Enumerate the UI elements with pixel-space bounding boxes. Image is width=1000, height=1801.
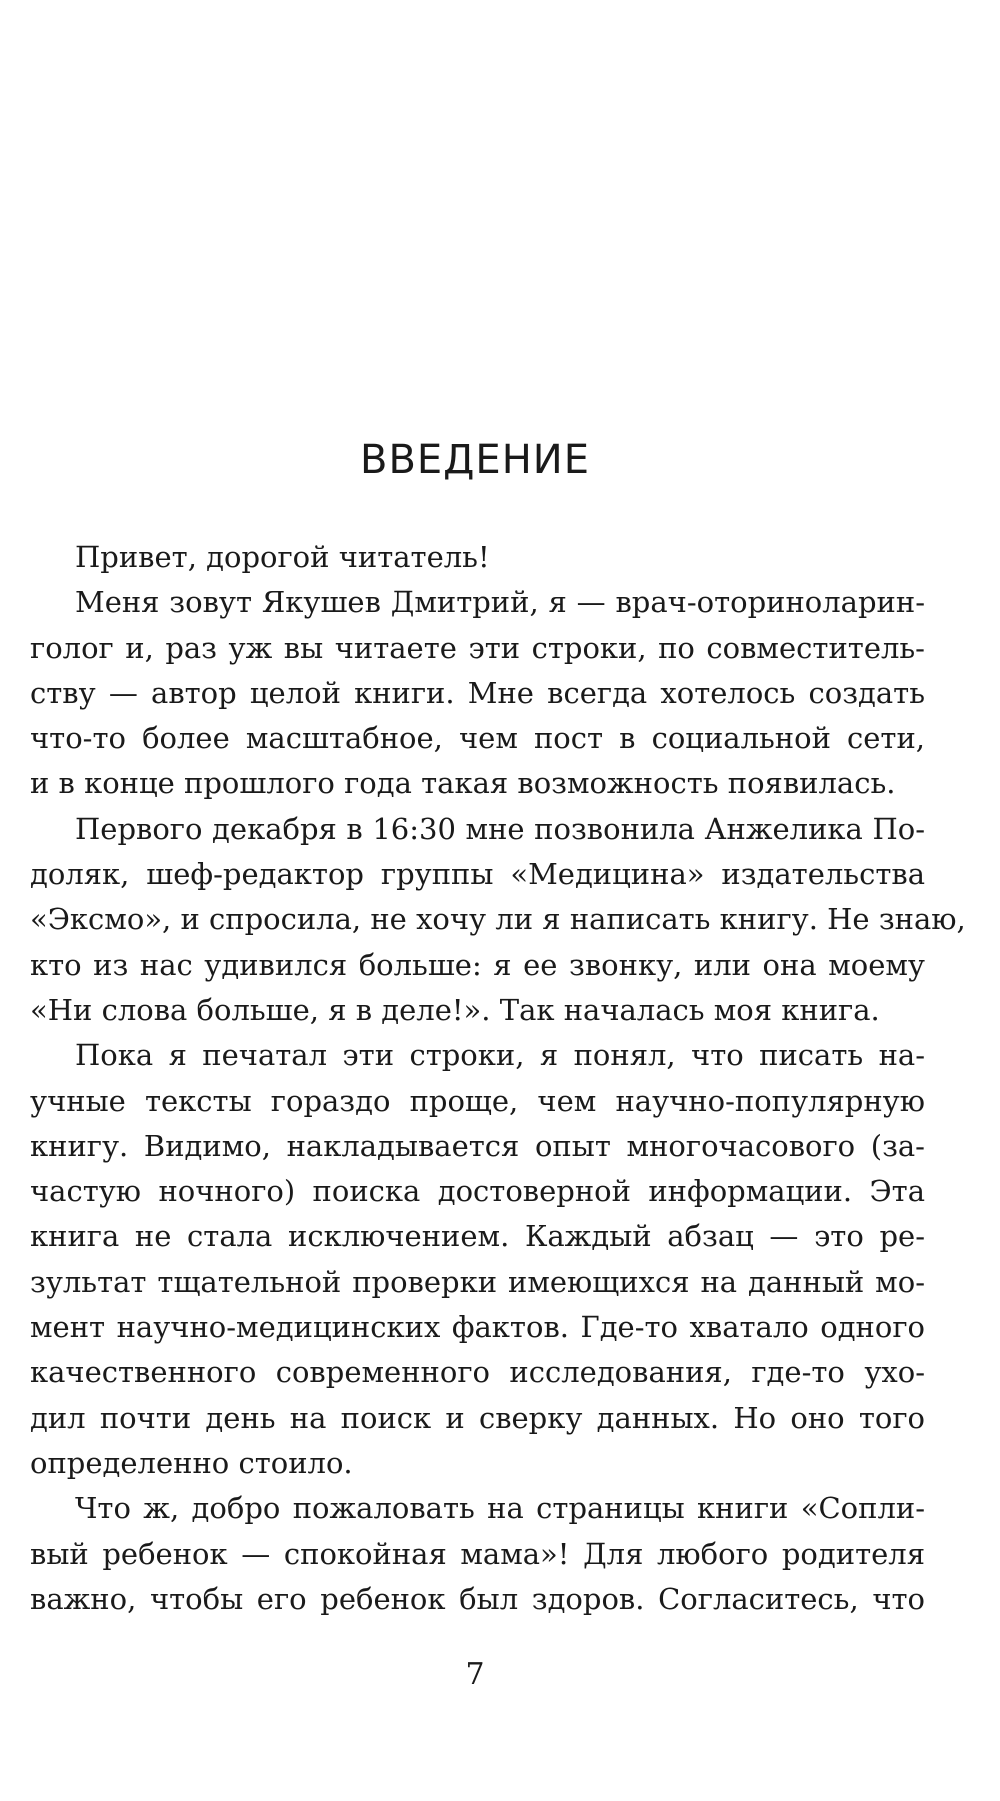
page-number: 7 (465, 1657, 485, 1692)
text-line: дил почти день на поиск и сверку данных. Но оно того (30, 1400, 925, 1435)
text-line: Меня зовут Якушев Дмитрий, я — врач-оториноларин- (75, 585, 925, 620)
body-text (30, 535, 966, 1622)
text-line: учные тексты гораздо проще, чем научно-популярную (30, 1083, 925, 1118)
text-line: и в конце прошлого года такая возможность появилась. (30, 766, 896, 801)
text-line: Привет, дорогой читатель! (75, 540, 490, 574)
chapter-title: ВВЕДЕНИЕ (360, 437, 590, 483)
text-line: что-то более масштабное, чем пост в социальной сети, (30, 721, 925, 756)
text-line: книга не стала исключением. Каждый абзац — это ре- (30, 1219, 925, 1254)
text-line: важно, чтобы его ребенок был здоров. Согласитесь, что (30, 1581, 925, 1616)
text-line: частую ночного) поиска достоверной информации. Эта (30, 1174, 925, 1209)
text-line: «Эксмо», и спросила, не хочу ли я написать книгу. Не знаю, (30, 902, 966, 937)
text-line: голог и, раз уж вы читаете эти строки, по совместитель- (30, 630, 925, 665)
text-line: вый ребенок — спокойная мама»! Для любого родителя (30, 1536, 925, 1571)
text-line: «Ни слова больше, я в деле!». Так началась моя книга. (30, 992, 880, 1027)
text-line: Пока я печатал эти строки, я понял, что писать на- (75, 1038, 925, 1073)
text-line: зультат тщательной проверки имеющихся на данный мо- (30, 1264, 925, 1299)
text-line: определенно стоило. (30, 1445, 353, 1480)
text-line: мент научно-медицинских фактов. Где-то хватало одного (30, 1310, 925, 1345)
text-line: кто из нас удивился больше: я ее звонку, или она моему (30, 947, 925, 982)
text-line: Первого декабря в 16:30 мне позвонила Анжелика По- (75, 811, 925, 846)
text-line: книгу. Видимо, накладывается опыт многочасового (за- (30, 1128, 925, 1163)
text-line: качественного современного исследования, где-то ухо- (30, 1355, 925, 1390)
text-line: ству — автор целой книги. Мне всегда хотелось создать (30, 675, 925, 710)
text-line: Что ж, добро пожаловать на страницы книги «Сопли- (75, 1491, 925, 1526)
text-line: доляк, шеф-редактор группы «Медицина» издательства (30, 857, 925, 892)
